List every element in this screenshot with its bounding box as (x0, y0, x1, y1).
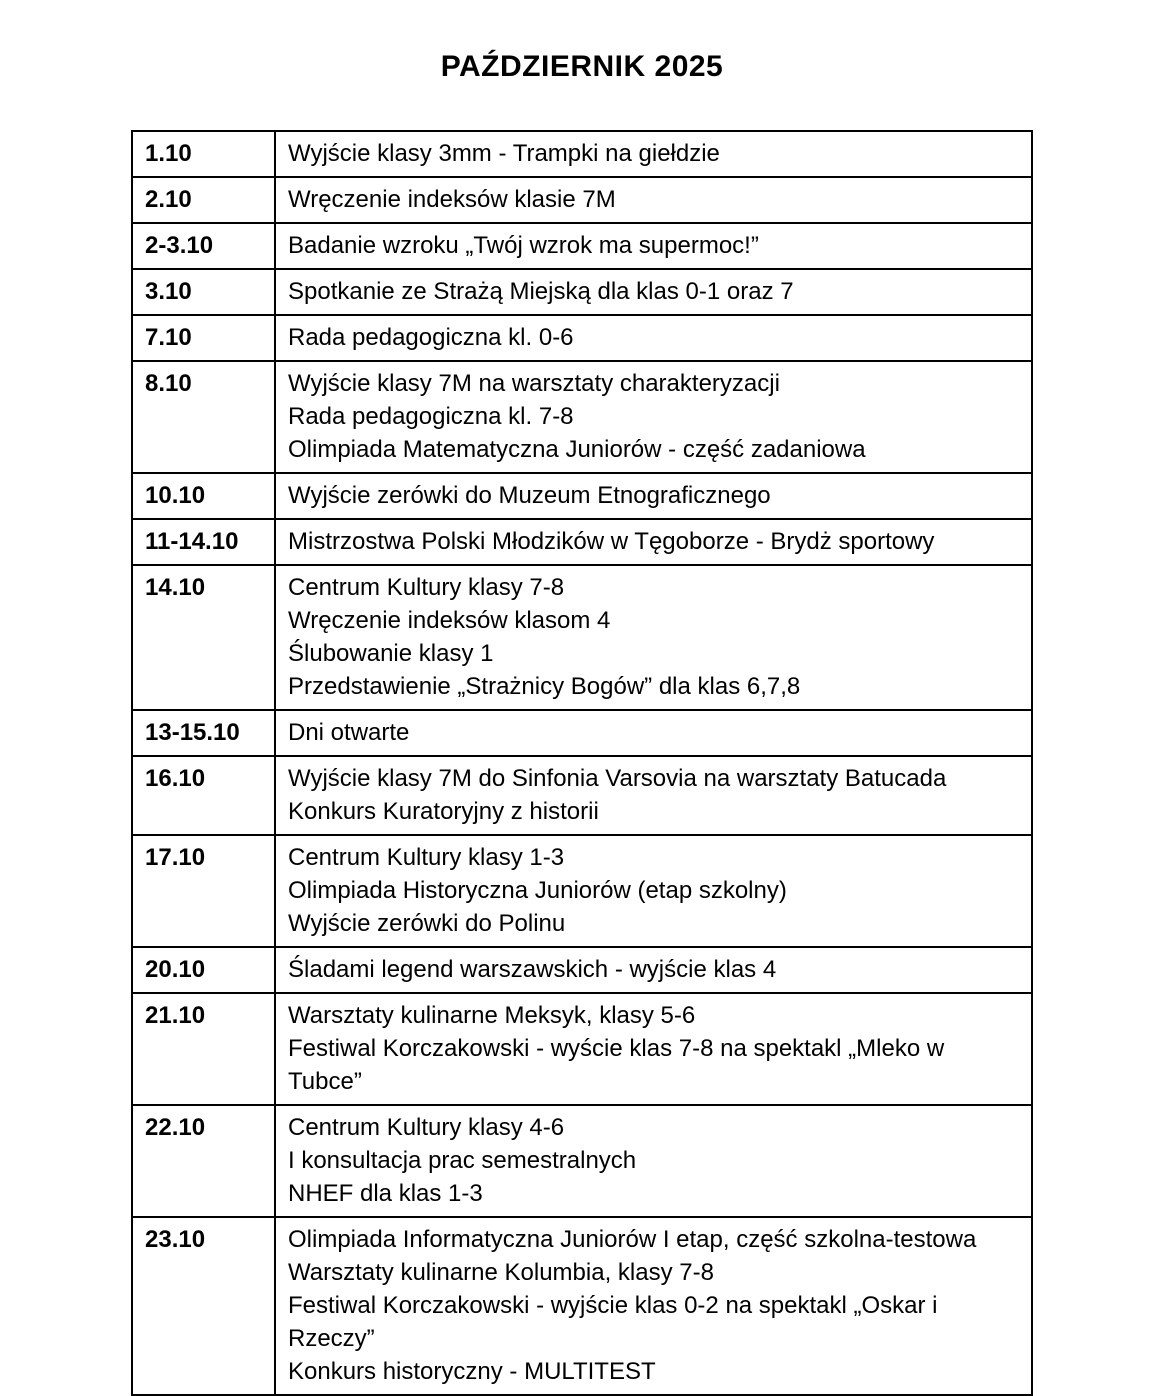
event-line: I konsultacja prac semestralnych (288, 1147, 637, 1174)
event-line: Wręczenie indeksów klasom 4 (288, 607, 611, 634)
table-row (132, 1105, 1032, 1217)
event-line: Olimpiada Matematyczna Juniorów - część zadaniowa (288, 436, 866, 463)
event-line: Ślubowanie klasy 1 (288, 640, 494, 667)
table-row (132, 473, 1032, 519)
events-cell (275, 223, 1032, 269)
event-line: Olimpiada Informatyczna Juniorów I etap, część szkolna-testowa (288, 1226, 977, 1253)
events-table-body (132, 131, 1032, 1395)
events-cell (275, 177, 1032, 223)
event-line: Olimpiada Historyczna Juniorów (etap szkolny) (288, 877, 787, 904)
event-line: Warsztaty kulinarne Kolumbia, klasy 7-8 (288, 1259, 714, 1286)
event-line: Wyjście klasy 3mm - Trampki na giełdzie (288, 140, 720, 167)
event-line: Dni otwarte (288, 719, 410, 746)
table-row (132, 756, 1032, 835)
event-line: Śladami legend warszawskich - wyjście klas 4 (288, 956, 777, 983)
event-line: Konkurs historyczny - MULTITEST (288, 1358, 656, 1385)
events-cell (275, 947, 1032, 993)
event-line: Wyjście klasy 7M do Sinfonia Varsovia na warsztaty Batucada (288, 765, 947, 792)
date-cell: 8.10 (132, 361, 275, 473)
events-cell (275, 1105, 1032, 1217)
date-cell: 3.10 (132, 269, 275, 315)
date-cell: 20.10 (132, 947, 275, 993)
table-row (132, 947, 1032, 993)
date-cell: 22.10 (132, 1105, 275, 1217)
page-title: PAŹDZIERNIK 2025 (440, 50, 724, 83)
events-cell (275, 131, 1032, 177)
event-line: Festiwal Korczakowski - wyście klas 7-8 na spektakl „Mleko w Tubce” (288, 1035, 945, 1095)
table-row (132, 1217, 1032, 1395)
date-cell: 16.10 (132, 756, 275, 835)
event-line: Wyjście zerówki do Polinu (288, 910, 566, 937)
table-row (132, 710, 1032, 756)
table-row (132, 565, 1032, 710)
date-cell: 11-14.10 (132, 519, 275, 565)
date-cell: 10.10 (132, 473, 275, 519)
events-cell (275, 710, 1032, 756)
events-cell (275, 1217, 1032, 1395)
date-cell: 2.10 (132, 177, 275, 223)
date-cell: 7.10 (132, 315, 275, 361)
events-table (131, 130, 1033, 1396)
events-cell (275, 315, 1032, 361)
table-row (132, 993, 1032, 1105)
events-cell (275, 835, 1032, 947)
event-line: Mistrzostwa Polski Młodzików w Tęgoborze - Brydż sportowy (288, 528, 935, 555)
event-line: Rada pedagogiczna kl. 7-8 (288, 403, 574, 430)
events-cell (275, 993, 1032, 1105)
date-cell: 23.10 (132, 1217, 275, 1395)
event-line: Badanie wzroku „Twój wzrok ma supermoc!” (288, 232, 759, 259)
event-line: NHEF dla klas 1-3 (288, 1180, 483, 1207)
date-cell: 1.10 (132, 131, 275, 177)
date-cell: 13-15.10 (132, 710, 275, 756)
table-row (132, 835, 1032, 947)
table-row (132, 223, 1032, 269)
table-row (132, 177, 1032, 223)
events-cell (275, 473, 1032, 519)
events-cell (275, 269, 1032, 315)
events-cell (275, 361, 1032, 473)
event-line: Festiwal Korczakowski - wyjście klas 0-2 na spektakl „Oskar i Rzeczy” (288, 1292, 938, 1352)
events-cell (275, 756, 1032, 835)
event-line: Spotkanie ze Strażą Miejską dla klas 0-1 oraz 7 (288, 278, 794, 305)
event-line: Warsztaty kulinarne Meksyk, klasy 5-6 (288, 1002, 696, 1029)
table-row (132, 361, 1032, 473)
date-cell: 2-3.10 (132, 223, 275, 269)
event-line: Wręczenie indeksów klasie 7M (288, 186, 616, 213)
events-cell (275, 519, 1032, 565)
event-line: Konkurs Kuratoryjny z historii (288, 798, 599, 825)
table-row (132, 519, 1032, 565)
event-line: Centrum Kultury klasy 1-3 (288, 844, 565, 871)
events-cell (275, 565, 1032, 710)
event-line: Wyjście klasy 7M na warsztaty charakteryzacji (288, 370, 780, 397)
date-cell: 14.10 (132, 565, 275, 710)
date-cell: 21.10 (132, 993, 275, 1105)
date-cell: 17.10 (132, 835, 275, 947)
event-line: Przedstawienie „Strażnicy Bogów” dla klas 6,7,8 (288, 673, 801, 700)
table-row (132, 131, 1032, 177)
event-line: Rada pedagogiczna kl. 0-6 (288, 324, 574, 351)
table-row (132, 315, 1032, 361)
event-line: Centrum Kultury klasy 4-6 (288, 1114, 565, 1141)
event-line: Wyjście zerówki do Muzeum Etnograficznego (288, 482, 771, 509)
event-line: Centrum Kultury klasy 7-8 (288, 574, 565, 601)
table-row (132, 269, 1032, 315)
